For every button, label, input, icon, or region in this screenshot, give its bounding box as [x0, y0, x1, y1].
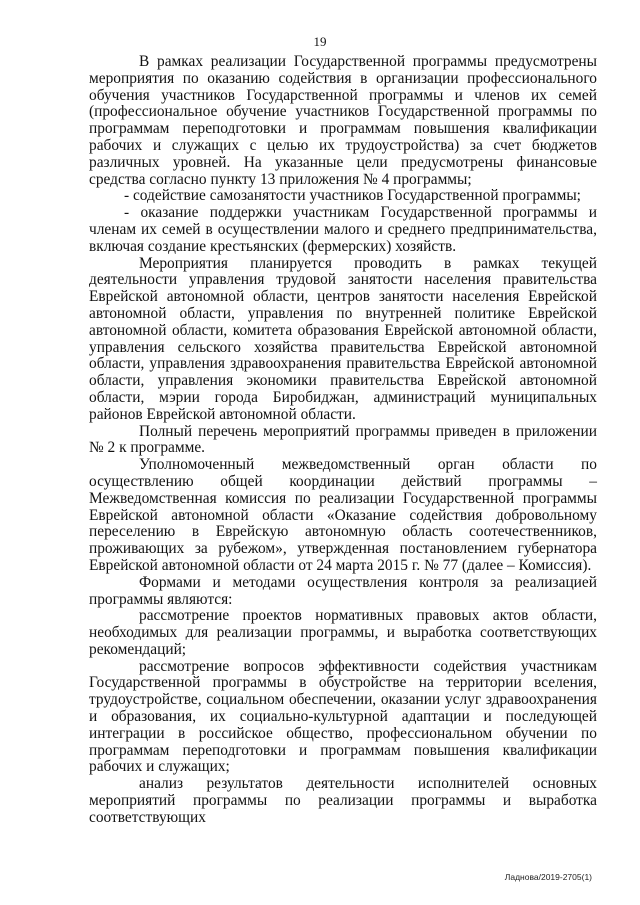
paragraph-training: В рамках реализации Государственной программы предусмотрены мероприятия по оказанию содействия в организации профессионального обучения участников Государственной программы и членов их семей (профессиональное обучение участников Государственной программы по программам переподготовки и программам повышения квалификации рабочих и служащих с целью их трудоустройства) за счет бюджетов различных уровней. На указанные цели предусмотрены финансовые средства согласно пункту 13 приложения № 4 программы; [89, 53, 597, 188]
list-item-business-support: - оказание поддержки участникам Государственной программы и членам их семей в осуществлении малого и среднего предпринимательства, включая создание крестьянских (фермерских) хозяйств. [89, 204, 597, 255]
body-text [89, 54, 597, 827]
document-code: Ладнова/2019-2705(1) [504, 872, 592, 882]
paragraph-activities: Мероприятия планируется проводить в рамках текущей деятельности управления трудовой занятости населения правительства Еврейской автономной области, центров занятости населения Еврейской автономной области, управления по внутренней политике Еврейской автономной области, комитета образования Еврейской автономной области, управления сельского хозяйства правительства Еврейской автономной области, управления здравоохранения правительства Еврейской автономной области, управления экономики правительства Еврейской автономной области, мэрии города Биробиджан, администраций муниципальных районов Еврейской автономной области. [89, 254, 597, 423]
paragraph-control-forms: Формами и методами осуществления контроля за реализацией программы являются: [89, 573, 597, 608]
paragraph-full-list: Полный перечень мероприятий программы приведен в приложении № 2 к программе. [89, 422, 597, 457]
paragraph-commission: Уполномоченный межведомственный орган области по осуществлению общей координации действий программы – Межведомственная комиссия по реализации Государственной программы Еврейской автономной области «Оказание содействия добровольному переселению в Еврейскую автономную область соотечественников, проживающих за рубежом», утвержденная постановлением губернатора Еврейской автономной области от 24 марта 2015 г. № 77 (далее – Комиссия). [89, 456, 597, 574]
paragraph-acts-review: рассмотрение проектов нормативных правовых актов области, необходимых для реализации программы, и выработка соответствующих рекомендаций; [89, 607, 597, 658]
paragraph-results-analysis: анализ результатов деятельности исполнителей основных мероприятий программы по реализации программы и выработка соответствующих [89, 775, 597, 826]
page-number: 19 [313, 34, 327, 49]
list-item-self-employment: - содействие самозанятости участников Государственной программы; [124, 187, 581, 205]
paragraph-efficiency-review: рассмотрение вопросов эффективности содействия участникам Государственной программы в обустройстве на территории вселения, трудоустройстве, социальном обеспечении, оказании услуг здравоохранения и образования, их социально-культурной адаптации и последующей интеграции в российское общество, профессиональном обучении по программам переподготовки и программам повышения квалификации рабочих и служащих; [89, 657, 597, 776]
